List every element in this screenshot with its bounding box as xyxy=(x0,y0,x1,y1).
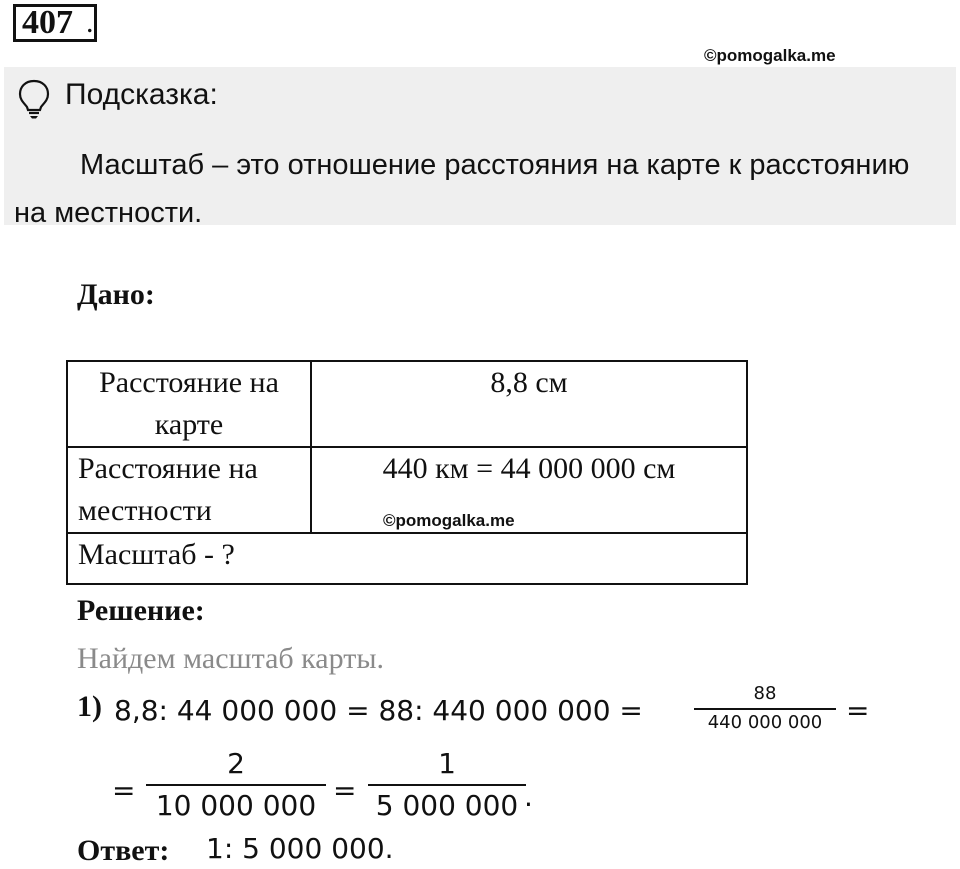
hint-title: Подсказка: xyxy=(65,78,218,111)
watermark-table: ©pomogalka.me xyxy=(383,511,515,530)
fraction-2-over-10000000 xyxy=(146,744,326,826)
given-table xyxy=(66,360,748,585)
table-row xyxy=(67,533,747,584)
step-number: 1) xyxy=(77,690,102,723)
problem-number-box xyxy=(13,4,97,42)
answer-value: 1: 5 000 000. xyxy=(206,832,394,865)
lightbulb-icon xyxy=(18,79,50,119)
fraction-1-over-5000000 xyxy=(368,744,526,826)
row-value-ground-distance: 440 км = 44 000 000 см xyxy=(311,447,747,533)
problem-number: 407 xyxy=(22,4,73,41)
answer-label: Ответ: xyxy=(77,834,170,867)
solution-intro: Найдем масштаб карты. xyxy=(77,642,384,675)
row-label-ground-distance: Расстояние на местности xyxy=(67,447,311,533)
row-label-scale: Масштаб - ? xyxy=(67,533,747,584)
table-row xyxy=(67,361,747,447)
equals-sign: = xyxy=(333,774,357,807)
watermark-top: ©pomogalka.me xyxy=(704,46,836,65)
fraction-denominator: 440 000 000 xyxy=(707,712,823,733)
row-label-map-distance: Расстояние на карте xyxy=(67,361,311,447)
problem-number-dot: . xyxy=(86,6,94,39)
equals-sign: = xyxy=(846,694,870,727)
hint-text: Масштаб – это отношение расстояния на карте к расстоянию на местности. xyxy=(14,149,910,229)
fraction-numerator: 1 xyxy=(438,747,456,780)
given-label: Дано: xyxy=(77,278,155,311)
row-value-map-distance: 8,8 см xyxy=(311,361,747,447)
fraction-denominator: 10 000 000 xyxy=(155,789,317,822)
solution-label: Решение: xyxy=(77,594,205,627)
fraction-denominator: 5 000 000 xyxy=(375,789,519,822)
equals-sign: = xyxy=(112,774,136,807)
hint-box xyxy=(4,67,956,229)
fraction-numerator: 2 xyxy=(227,747,245,780)
end-dot: . xyxy=(524,780,533,813)
fraction-numerator: 88 xyxy=(753,683,777,704)
fraction-88-over-440000000 xyxy=(692,680,838,736)
equation-line-1: 8,8: 44 000 000 = 88: 440 000 000 = xyxy=(114,694,643,727)
